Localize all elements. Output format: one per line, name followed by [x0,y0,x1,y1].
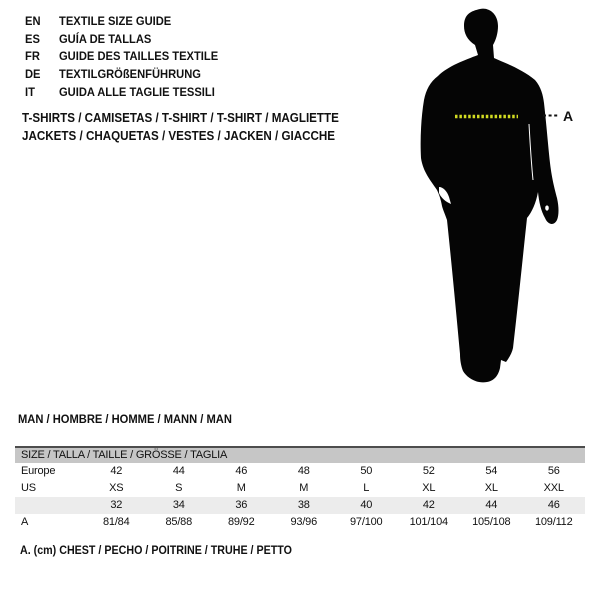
language-row [25,65,230,83]
language-title: TEXTILE SIZE GUIDE [59,13,172,28]
garment-line-jackets: JACKETS / CHAQUETAS / VESTES / JACKEN / GIACCHE [22,129,336,143]
size-cell: M [236,482,246,494]
size-table-header: SIZE / TALLA / TAILLE / GRÖSSE / TAGLIA [15,446,585,463]
garment-heading [22,109,363,145]
row-label: Europe [21,465,56,477]
language-code: ES [25,31,40,46]
table-row-us [15,480,585,497]
language-row [25,12,230,30]
size-cell: 42 [422,499,435,511]
size-cell: 109/112 [534,516,573,528]
size-cell: 89/92 [227,516,255,528]
size-cell: 52 [422,465,435,477]
footnote: A. (cm) CHEST / PECHO / POITRINE / TRUHE / PETTO [20,545,292,557]
language-code: FR [25,49,40,64]
language-title: GUIDA ALLE TAGLIE TESSILI [59,84,215,99]
language-row [25,47,230,65]
table-row-europe [15,463,585,480]
section-heading: MAN / HOMBRE / HOMME / MANN / MAN [18,412,232,426]
row-label [15,497,85,514]
hand-finger-gap [545,205,549,210]
size-cell: 46 [547,499,560,511]
size-cell: XXL [543,482,564,494]
size-cell: 46 [235,465,248,477]
garment-line-tshirts: T-SHIRTS / CAMISETAS / T-SHIRT / T-SHIRT / MAGLIETTE [22,111,339,125]
man-silhouette-figure [390,0,600,410]
size-cell: 38 [297,499,310,511]
size-cell: 97/100 [350,516,383,528]
size-cell: 42 [110,465,123,477]
size-cell: 36 [235,499,248,511]
language-code: EN [25,13,41,28]
size-cell: XS [109,482,124,494]
size-cell: 40 [360,499,373,511]
size-cell: 85/88 [165,516,193,528]
table-row-chest-a [15,514,585,531]
size-cell: 44 [485,499,498,511]
language-title: TEXTILGRÖßENFÜHRUNG [59,66,201,81]
measure-label-a: A [563,108,574,124]
language-row [25,30,230,48]
size-cell: 32 [110,499,123,511]
language-row [25,83,230,101]
size-cell: 93/96 [290,516,318,528]
language-code: DE [25,66,41,81]
size-cell: 44 [172,465,185,477]
size-table [15,446,585,531]
size-cell: 34 [172,499,185,511]
table-row-uk [15,497,585,514]
size-cell: 105/108 [472,516,511,528]
size-cell: 81/84 [102,516,130,528]
size-cell: 56 [547,465,560,477]
size-cell: 50 [360,465,373,477]
row-label: A [21,516,29,528]
language-title: GUIDE DES TAILLES TEXTILE [59,49,219,64]
size-cell: 54 [485,465,498,477]
size-cell: L [363,482,370,494]
language-code: IT [25,84,35,99]
language-list [25,12,230,100]
row-label: US [21,482,36,494]
size-cell: XL [484,482,498,494]
language-title: GUÍA DE TALLAS [59,31,152,46]
size-cell: M [299,482,309,494]
size-cell: 101/104 [409,516,448,528]
size-cell: XL [422,482,436,494]
size-cell: S [175,482,183,494]
size-cell: 48 [297,465,310,477]
